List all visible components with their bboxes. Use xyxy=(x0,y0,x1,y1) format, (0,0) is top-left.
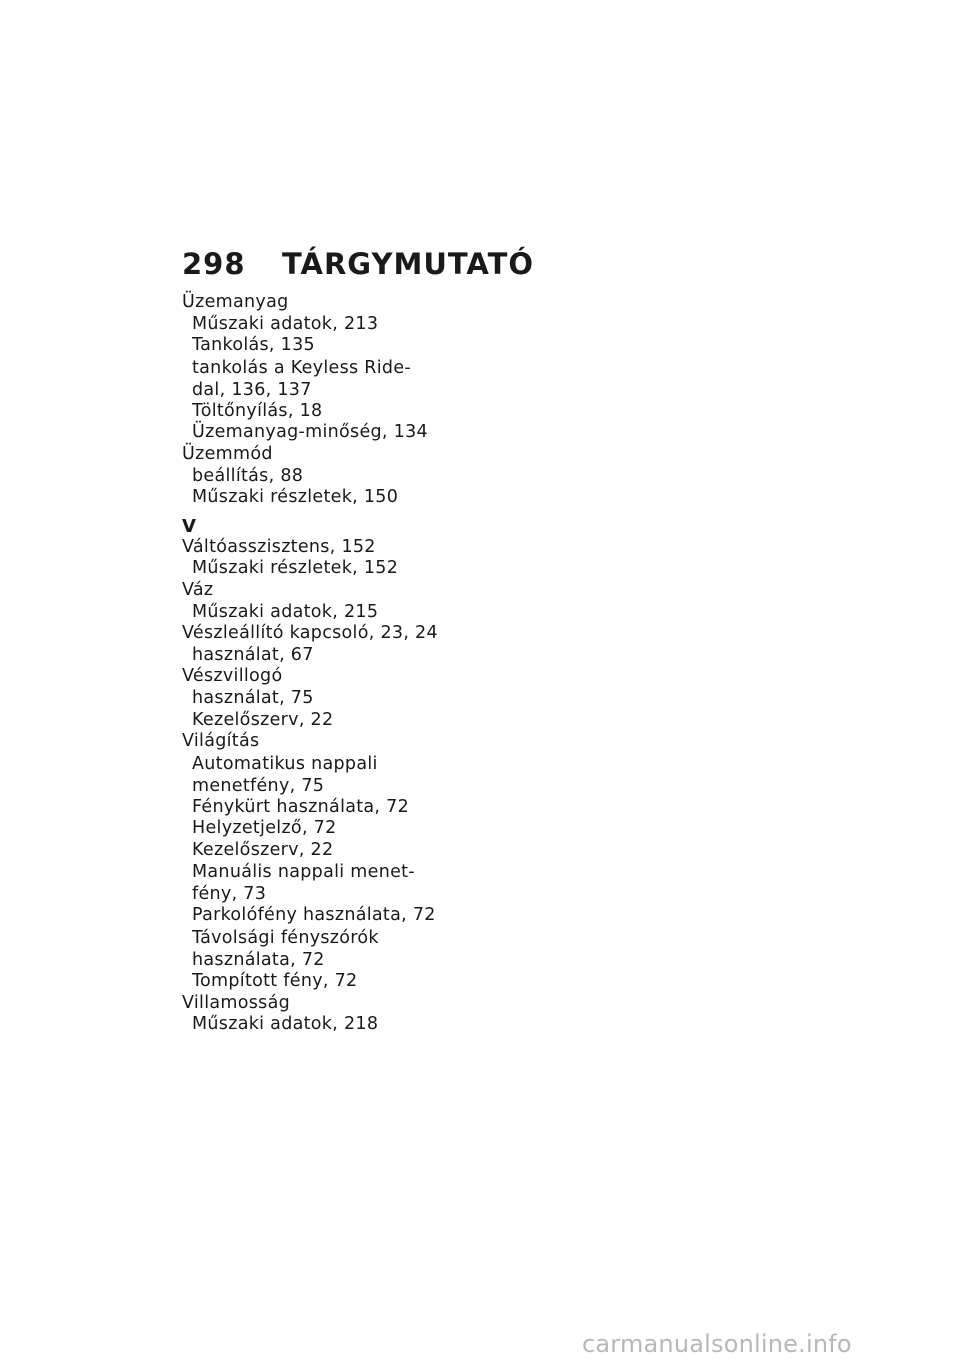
index-subentry: tankolás a Keyless Ride- xyxy=(192,357,412,378)
index-subentry: Kezelőszerv, 22 xyxy=(192,709,334,730)
index-entry: Üzemmód xyxy=(182,443,273,464)
index-subentry: Műszaki részletek, 150 xyxy=(192,487,399,508)
index-entry: Vészvillogó xyxy=(182,666,283,687)
index-subentry-continued: menetfény, 75 xyxy=(192,775,325,796)
index-entry: Villamosság xyxy=(182,992,291,1013)
index-entry: Váltóasszisztens, 152 xyxy=(182,536,376,557)
watermark-text: carmanualsonline.info xyxy=(582,1330,852,1358)
index-entry: Üzemanyag xyxy=(182,292,289,312)
index-subentry: beállítás, 88 xyxy=(192,465,304,486)
index-subentry: Tankolás, 135 xyxy=(192,335,315,356)
index-subentry-continued: dal, 136, 137 xyxy=(192,379,312,400)
index-entry: Váz xyxy=(182,579,214,600)
index-subentry: Távolsági fényszórók xyxy=(192,928,379,949)
section-letter: V xyxy=(182,515,197,537)
index-subentry: Műszaki adatok, 218 xyxy=(192,1014,379,1035)
index-subentry: Töltőnyílás, 18 xyxy=(192,400,323,421)
index-subentry: Műszaki adatok, 215 xyxy=(192,601,379,622)
index-subentry: Manuális nappali menet- xyxy=(192,862,415,883)
index-subentry: használat, 75 xyxy=(192,687,314,708)
page-number: 298 xyxy=(182,247,246,281)
index-entry: Vészleállító kapcsoló, 23, 24 xyxy=(182,623,438,644)
index-subentry: használat, 67 xyxy=(192,644,314,665)
index-subentry: Kezelőszerv, 22 xyxy=(192,839,334,860)
index-subentry: Műszaki részletek, 152 xyxy=(192,558,399,579)
index-subentry: Automatikus nappali xyxy=(192,753,378,774)
index-list xyxy=(182,292,482,1036)
page-header xyxy=(182,244,534,284)
index-entry: Világítás xyxy=(182,731,260,752)
index-subentry-continued: használata, 72 xyxy=(192,950,325,971)
page-title: TÁRGYMUTATÓ xyxy=(282,247,535,281)
index-subentry: Helyzetjelző, 72 xyxy=(192,818,337,839)
index-subentry-continued: fény, 73 xyxy=(192,884,267,905)
index-subentry: Üzemanyag-minőség, 134 xyxy=(192,422,428,443)
index-subentry: Fénykürt használata, 72 xyxy=(192,796,410,817)
index-subentry: Tompított fény, 72 xyxy=(192,971,358,992)
index-subentry: Műszaki adatok, 213 xyxy=(192,313,379,334)
index-subentry: Parkolófény használata, 72 xyxy=(192,905,436,926)
